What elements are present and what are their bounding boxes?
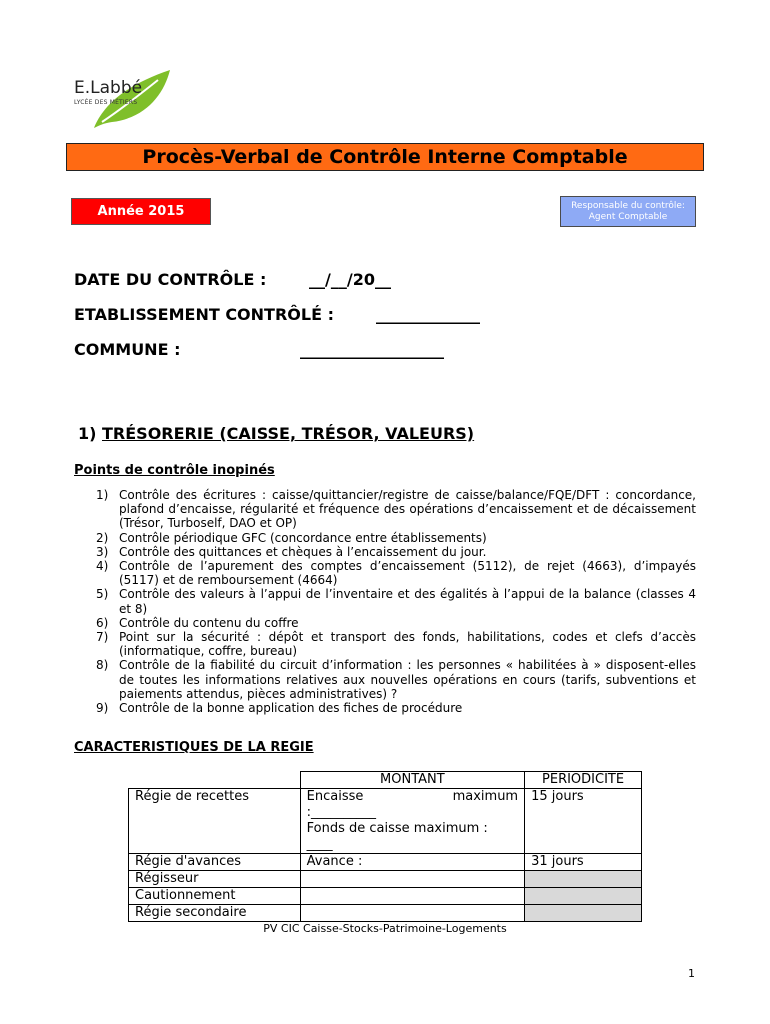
list-item: 2) Contrôle périodique GFC (concordance entre établissements)	[96, 530, 487, 545]
logo-subtitle: LYCÉE DES MÉTIERS	[74, 99, 138, 106]
table-cell: Cautionnement	[129, 888, 301, 905]
document-title: Procès-Verbal de Contrôle Interne Comptable	[66, 143, 704, 171]
list-item: 1) Contrôle des écritures : caisse/quittancier/registre de caisse/balance/FQE/DFT : concordance, plafond d’encaisse, régularité et fréquence des opérations d’encaissement et de décaissement (Trésor, Turboself, DAO et OP)	[96, 488, 696, 531]
page-number: 1	[688, 967, 695, 980]
year-badge: Année 2015	[71, 198, 211, 225]
table-cell	[525, 905, 642, 922]
table-header-cell: MONTANT	[300, 772, 524, 789]
date-label: DATE DU CONTRÔLE :	[74, 270, 267, 289]
table-row	[129, 871, 642, 888]
control-points-list	[96, 488, 696, 715]
table-row	[129, 854, 642, 871]
list-item: 3) Contrôle des quittances et chèques à l’encaissement du jour.	[96, 544, 487, 559]
list-item: 4) Contrôle de l’apurement des comptes d’encaissement (5112), de rejet (4663), d’impayés (5117) et de remboursement (4664)	[96, 559, 696, 588]
table-cell: 15 jours	[525, 789, 642, 854]
date-value: __/__/20__	[309, 270, 391, 289]
list-item: 7) Point sur la sécurité : dépôt et transport des fonds, habilitations, codes et clefs d’accès (informatique, coffre, bureau)	[96, 630, 696, 659]
table-cell: Régie d'avances	[129, 854, 301, 871]
etablissement-value: _____________	[376, 305, 480, 324]
responsible-line1: Responsable du contrôle:	[571, 201, 685, 211]
table-cell	[300, 871, 524, 888]
table-header-cell	[129, 772, 301, 789]
table-cell	[300, 888, 524, 905]
regie-heading: CARACTERISTIQUES DE LA REGIE	[74, 740, 314, 755]
etablissement-field	[74, 305, 480, 324]
list-item: 6) Contrôle du contenu du coffre	[96, 615, 299, 630]
table-cell: Régie secondaire	[129, 905, 301, 922]
commune-value: __________________	[300, 340, 444, 359]
table-cell	[525, 888, 642, 905]
responsible-box	[560, 196, 696, 227]
table-row	[129, 888, 642, 905]
list-item: 8) Contrôle de la fiabilité du circuit d’information : les personnes « habilitées à » disposent-elles de toutes les informations relatives aux nouvelles opérations en cours (tarifs, subventions et paiements attendus, pièces administratives) ?	[96, 658, 696, 701]
points-heading: Points de contrôle inopinés	[74, 463, 275, 478]
logo	[72, 68, 172, 130]
table-cell: 31 jours	[525, 854, 642, 871]
list-item: 9) Contrôle de la bonne application des fiches de procédure	[96, 701, 463, 716]
table-cell	[525, 871, 642, 888]
section-tresorerie-heading	[78, 424, 474, 443]
regie-table	[128, 771, 642, 922]
table-cell: Régie de recettes	[129, 789, 301, 854]
table-row	[129, 905, 642, 922]
list-item: 5) Contrôle des valeurs à l’appui de l’inventaire et des égalités à l’appui de la balance (classes 4 et 8)	[96, 587, 696, 616]
section-title-text: TRÉSORERIE (CAISSE, TRÉSOR, VALEURS)	[102, 424, 475, 443]
table-header-cell: PERIODICITE	[525, 772, 642, 789]
table-cell: Encaisse maximum :__________ Fonds de caisse maximum : ____	[300, 789, 524, 854]
etablissement-label: ETABLISSEMENT CONTRÔLÉ :	[74, 305, 334, 324]
responsible-line2: Agent Comptable	[588, 212, 668, 222]
page-footer: PV CIC Caisse-Stocks-Patrimoine-Logements	[263, 922, 507, 935]
table-row	[129, 772, 642, 789]
commune-label: COMMUNE :	[74, 340, 181, 359]
logo-name: E.Labbé	[74, 78, 143, 98]
section-number: 1)	[78, 424, 97, 443]
table-cell	[300, 905, 524, 922]
commune-field	[74, 340, 444, 359]
table-row	[129, 789, 642, 854]
table-cell: Avance :	[300, 854, 524, 871]
date-field	[74, 270, 391, 289]
table-cell: Régisseur	[129, 871, 301, 888]
